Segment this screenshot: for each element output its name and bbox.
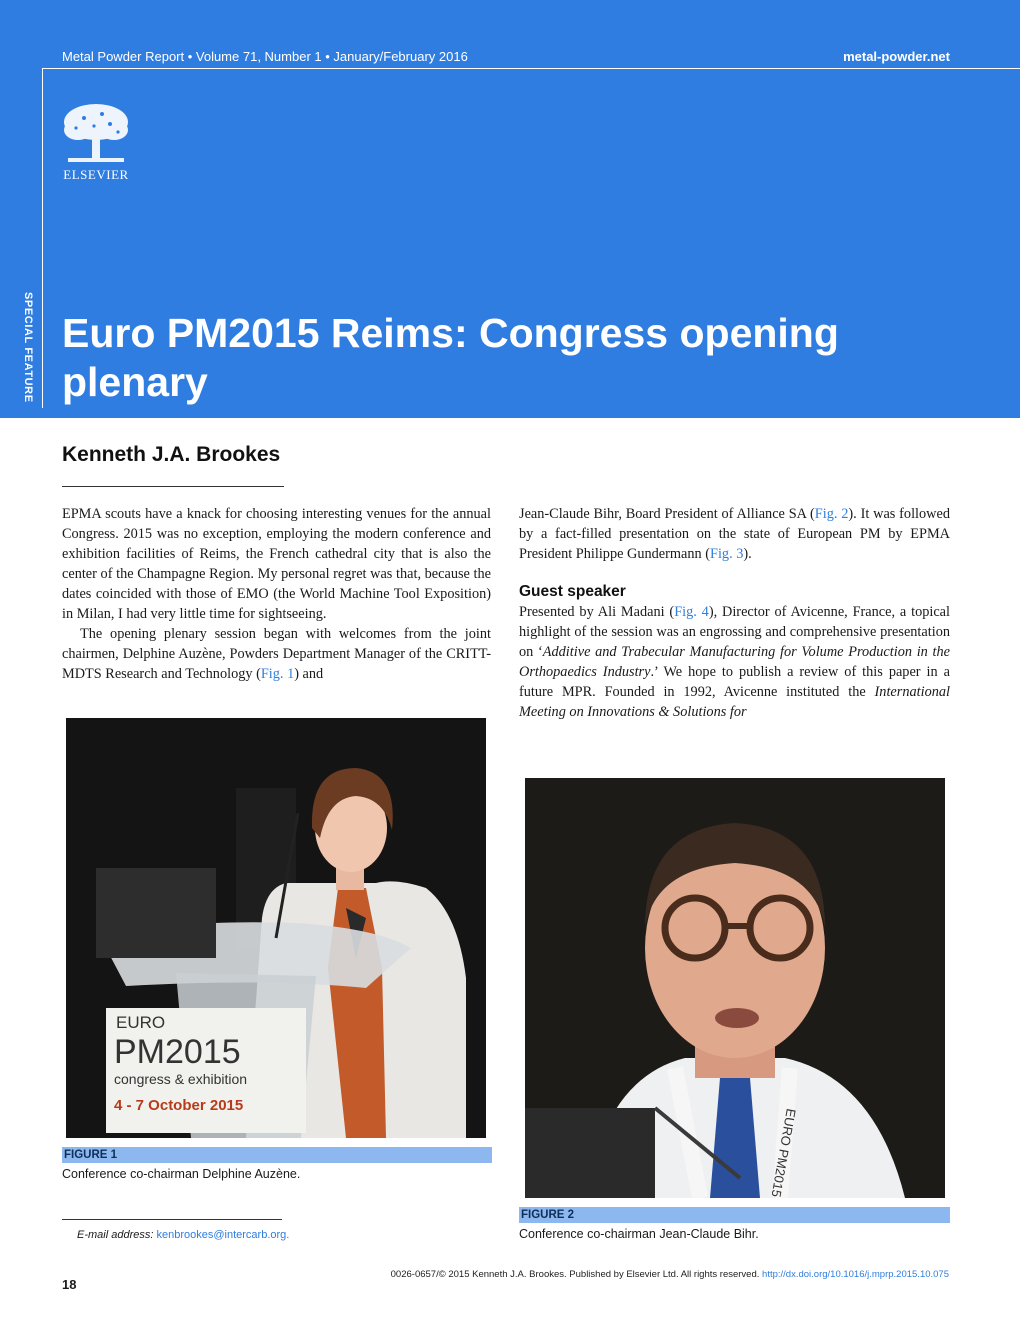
section-label [20, 292, 34, 402]
article-author: Kenneth J.A. Brookes [62, 443, 281, 466]
author-email-footnote [77, 1229, 289, 1241]
sign-text-congress: congress & exhibition [114, 1071, 248, 1087]
paragraph: EPMA scouts have a knack for choosing interesting venues for the annual Congress. 2015 was no exception, employing the modern conference and exhibition facilities of Reims, the French cathedral city that is also the center of the Champagne Region. My personal regret was that, because the dates coincided with those of EMO (the World Machine Tool Exposition) in Milan, I had very little time for sightseeing. [62, 506, 491, 622]
sign-text-dates: 4 - 7 October 2015 [114, 1097, 244, 1114]
text-run: The opening plenary session began with welcomes from the joint chairmen, Delphine Auzène, Powders Department Manager of the CRITT-MDTS Research and Technology ( [62, 626, 491, 682]
figure-2-ref-link[interactable]: Fig. 2 [814, 506, 849, 522]
body-column-right [519, 504, 950, 722]
journal-citation: Metal Powder Report • Volume 71, Number 1 • January/February 2016 [62, 49, 468, 64]
journal-website-link[interactable]: metal-powder.net [843, 49, 950, 64]
figure-2-illustration [525, 778, 945, 1198]
footnote-rule [62, 1219, 282, 1220]
lanyard-text: EURO PM2015 [768, 1107, 799, 1198]
page-number: 18 [62, 1277, 77, 1292]
text-run: .’ We hope to publish a review of this paper in a future MPR. Founded in 1992, Avicenne instituted the [519, 664, 950, 700]
figure-1-photo [66, 718, 486, 1138]
copyright-line [391, 1269, 949, 1280]
section-heading-guest-speaker: Guest speaker [519, 583, 626, 600]
body-column-left [62, 504, 491, 684]
text-run: ). [743, 546, 752, 562]
paragraph [519, 602, 950, 722]
text-run: ) and [294, 666, 324, 682]
text-run: Presented by Ali Madani ( [519, 604, 675, 620]
figure-2-label: FIGURE 2 [519, 1207, 950, 1223]
text-run: Jean-Claude Bihr, Board President of Alliance SA ( [519, 506, 815, 522]
meeting-title: International Meeting on Innovations & Solutions for [519, 684, 950, 720]
email-label: E-mail address: [77, 1229, 154, 1241]
copyright-text: 0026-0657/© 2015 Kenneth J.A. Brookes. Published by Elsevier Ltd. All rights reserved. [390, 1269, 760, 1280]
figure-3-ref-link[interactable]: Fig. 3 [710, 546, 744, 562]
figure-2-caption: Conference co-chairman Jean-Claude Bihr. [519, 1227, 759, 1241]
figure-1-label: FIGURE 1 [62, 1147, 492, 1163]
presentation-title: Additive and Trabecular Manufacturing for Volume Production in the Orthopaedics Industry [519, 644, 951, 680]
header-side-rule [42, 68, 43, 408]
sign-text-pm2015: PM2015 [114, 1033, 241, 1071]
section-label-text: SPECIAL FEATURE [22, 292, 34, 403]
paragraph [519, 504, 950, 564]
figure-4-ref-link[interactable]: Fig. 4 [674, 604, 709, 620]
elsevier-wordmark: ELSEVIER [63, 167, 129, 182]
author-email-link[interactable]: kenbrookes@intercarb.org. [156, 1229, 290, 1241]
text-run: ). It was followed by a fact-filled presentation on the state of European PM by EPMA President Philippe Gundermann ( [519, 506, 950, 562]
figure-1-ref-link[interactable]: Fig. 1 [260, 666, 295, 682]
article-title: Euro PM2015 Reims: Congress opening plenary [62, 310, 839, 405]
text-run: ), Director of Avicenne, France, a topical highlight of the session was an engrossing and comprehensive presentation on ‘ [519, 604, 951, 660]
author-rule [62, 486, 284, 487]
figure-2-photo [525, 778, 945, 1198]
figure-1-illustration [66, 718, 486, 1138]
paragraph [62, 624, 491, 684]
figure-1-caption: Conference co-chairman Delphine Auzène. [62, 1167, 301, 1181]
header-rule [42, 68, 1020, 69]
sign-text-euro: EURO [116, 1013, 166, 1032]
doi-link[interactable]: http://dx.doi.org/10.1016/j.mprp.2015.10.075 [762, 1269, 949, 1280]
